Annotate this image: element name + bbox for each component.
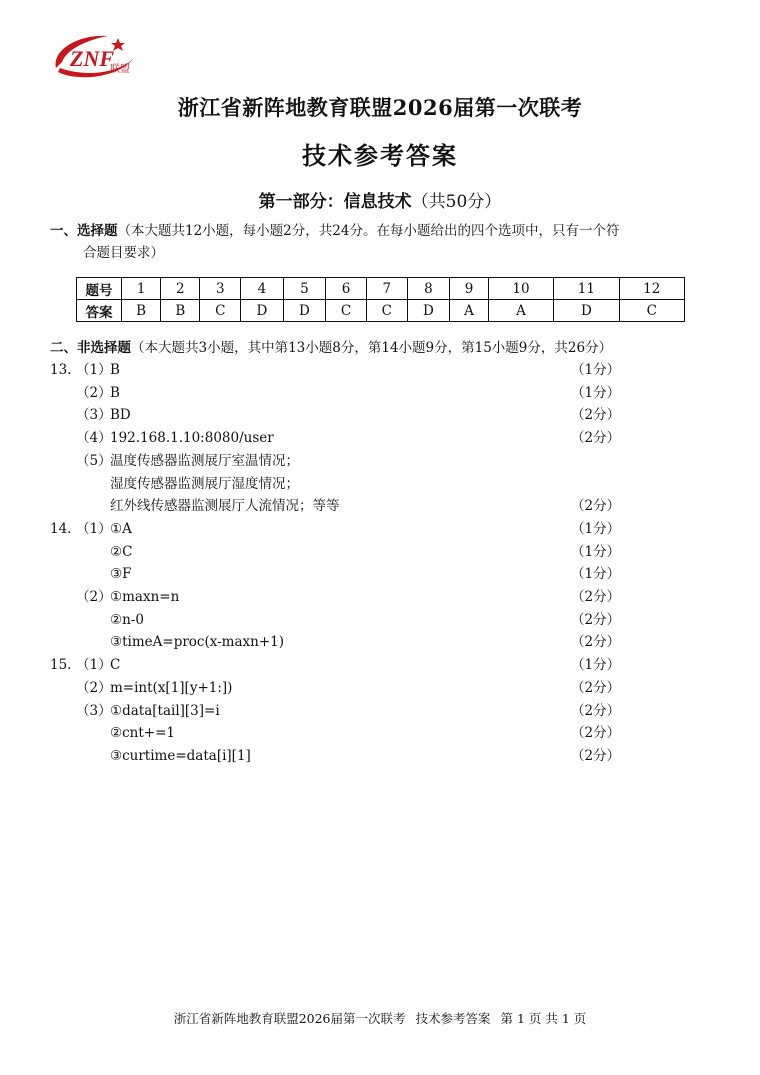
sub-question-label: （2） xyxy=(76,385,112,401)
answer-cell: B xyxy=(122,300,161,322)
answer-table xyxy=(76,277,685,322)
score-label: （1分） xyxy=(571,657,621,673)
answer-cell: C xyxy=(200,300,241,322)
score-label: （2分） xyxy=(571,498,621,514)
answer-cell: C xyxy=(619,300,684,322)
score-label: （2分） xyxy=(571,589,621,605)
sub-question-label: （3） xyxy=(76,703,112,719)
sub-question-label: （3） xyxy=(76,407,112,423)
question-number-cell: 12 xyxy=(619,278,684,300)
table-header-number: 题号 xyxy=(77,278,122,300)
table-row-answers xyxy=(77,300,685,322)
score-label: （2分） xyxy=(571,703,621,719)
answer-text: ③F xyxy=(110,566,132,582)
sub-question-label: （2） xyxy=(76,589,112,605)
answer-text: ③timeA=proc(x-maxn+1) xyxy=(110,634,285,650)
section1-label: 一、选择题 xyxy=(50,223,118,239)
sub-question-label: （2） xyxy=(76,680,112,696)
answer-cell: C xyxy=(326,300,367,322)
score-label: （2分） xyxy=(571,612,621,628)
question-number-cell: 3 xyxy=(200,278,241,300)
answer-cell: D xyxy=(241,300,284,322)
answer-cell: D xyxy=(283,300,326,322)
score-label: （1分） xyxy=(571,566,621,582)
answer-text: C xyxy=(110,657,121,673)
question-number-cell: 8 xyxy=(407,278,450,300)
score-label: （2分） xyxy=(571,430,621,446)
section1-desc-cont: 合题目要求） xyxy=(83,245,164,261)
question-number-cell: 7 xyxy=(366,278,407,300)
alliance-logo xyxy=(48,28,138,84)
score-label: （1分） xyxy=(571,362,621,378)
answer-cell: A xyxy=(450,300,489,322)
document-subtitle: 技术参考答案 xyxy=(302,141,458,170)
score-label: （1分） xyxy=(571,521,621,537)
question-number-cell: 9 xyxy=(450,278,489,300)
section2-heading xyxy=(50,337,730,359)
part-heading xyxy=(0,187,760,212)
exam-title: 浙江省新阵地教育联盟2026届第一次联考 xyxy=(177,95,583,120)
score-label: （2分） xyxy=(571,634,621,650)
answer-text: m=int(x[1][y+1:]) xyxy=(110,680,233,696)
logo-letters: ZNF xyxy=(70,46,114,71)
answer-text: ①data[tail][3]=i xyxy=(110,703,220,719)
answer-cell: D xyxy=(407,300,450,322)
footer-doc: 技术参考答案 xyxy=(415,1011,491,1026)
question-number-cell: 5 xyxy=(283,278,326,300)
score-label: （1分） xyxy=(571,544,621,560)
answer-cell: D xyxy=(554,300,619,322)
part-score: （共50分） xyxy=(411,192,502,212)
section1-desc: （本大题共12小题，每小题2分，共24分。在每小题给出的四个选项中，只有一个符 xyxy=(117,223,620,239)
footer-page: 第 1 页 共 1 页 xyxy=(500,1011,587,1026)
score-label: （2分） xyxy=(571,748,621,764)
question-number-cell: 2 xyxy=(161,278,200,300)
answer-text: 温度传感器监测展厅室温情况； xyxy=(110,453,299,469)
score-label: （2分） xyxy=(571,680,621,696)
question-number-cell: 1 xyxy=(122,278,161,300)
score-label: （2分） xyxy=(571,407,621,423)
answer-text: ②C xyxy=(110,544,133,560)
answer-cell: B xyxy=(161,300,200,322)
section2-desc: （本大题共3小题，其中第13小题8分，第14小题9分，第15小题9分，共26分） xyxy=(131,340,613,356)
sub-question-label: （4） xyxy=(76,430,112,446)
answer-text: BD xyxy=(110,407,131,423)
section2-label: 二、非选择题 xyxy=(50,340,131,356)
question-number: 13. xyxy=(50,362,72,378)
sub-question-label: （1） xyxy=(76,521,112,537)
footer-exam: 浙江省新阵地教育联盟2026届第一次联考 xyxy=(173,1011,406,1026)
score-label: （1分） xyxy=(571,385,621,401)
answer-text: 湿度传感器监测展厅湿度情况； xyxy=(110,476,299,492)
part-label: 第一部分：信息技术 xyxy=(258,192,412,212)
table-row-numbers xyxy=(77,278,685,300)
question-number-cell: 11 xyxy=(554,278,619,300)
section1-heading xyxy=(50,220,715,264)
answer-text: ①A xyxy=(110,521,132,537)
answer-text: B xyxy=(110,362,120,378)
page-footer xyxy=(0,1009,760,1027)
logo-badge: 联盟 xyxy=(110,64,130,75)
answer-text: 192.168.1.10:8080/user xyxy=(110,430,274,446)
answer-cell: A xyxy=(488,300,553,322)
question-number-cell: 4 xyxy=(241,278,284,300)
answer-text: ③curtime=data[i][1] xyxy=(110,748,251,764)
answer-text: B xyxy=(110,385,120,401)
sub-question-label: （1） xyxy=(76,362,112,378)
question-number: 15. xyxy=(50,657,72,673)
answer-text: ①maxn=n xyxy=(110,589,180,605)
sub-question-label: （1） xyxy=(76,657,112,673)
table-header-answer: 答案 xyxy=(77,300,122,322)
answer-text: ②n-0 xyxy=(110,612,144,628)
answer-text: ②cnt+=1 xyxy=(110,725,175,741)
sub-question-label: （5） xyxy=(76,453,112,469)
answer-text: 红外线传感器监测展厅人流情况；等等 xyxy=(110,498,340,514)
question-number-cell: 10 xyxy=(488,278,553,300)
score-label: （2分） xyxy=(571,725,621,741)
question-number: 14. xyxy=(50,521,72,537)
answer-cell: C xyxy=(366,300,407,322)
question-number-cell: 6 xyxy=(326,278,367,300)
